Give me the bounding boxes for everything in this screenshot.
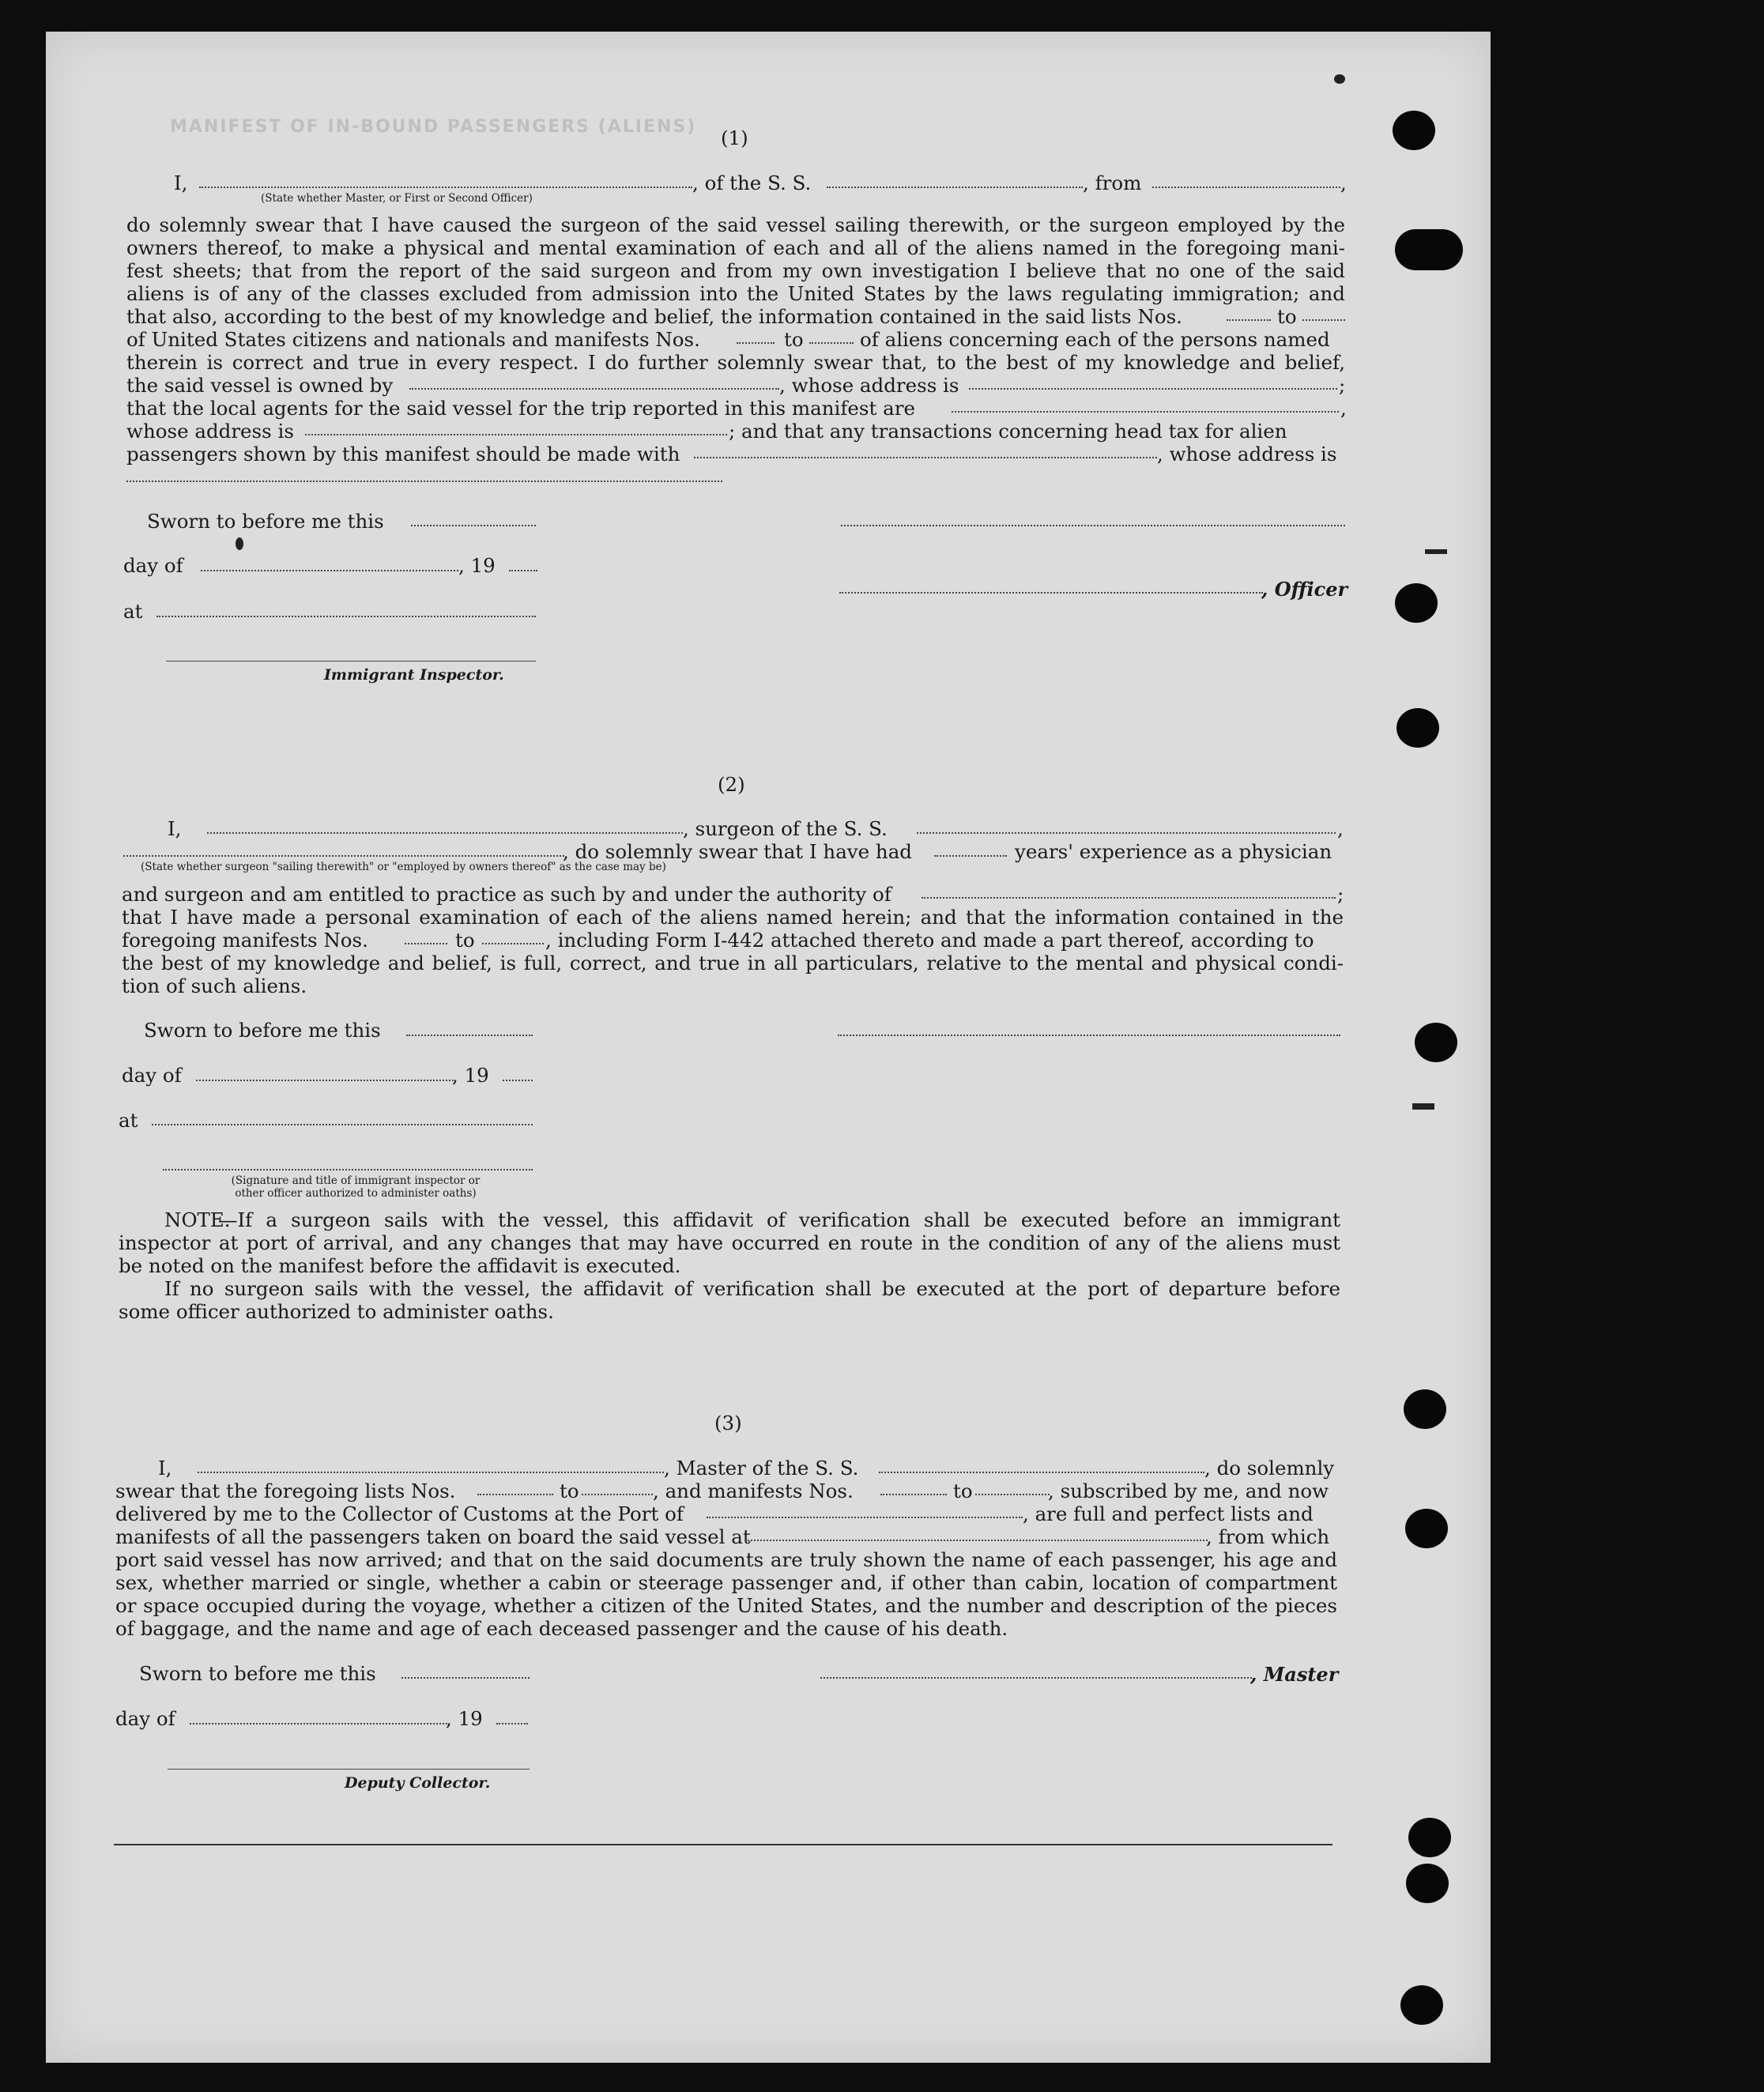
authority-field[interactable] [922, 897, 1336, 899]
master-signature-field[interactable] [820, 1677, 1252, 1679]
lists-to-field[interactable] [582, 1494, 653, 1495]
punch-hole [1405, 1509, 1448, 1548]
sworn-date-field[interactable] [406, 1035, 533, 1036]
sworn-date-field[interactable] [401, 1677, 530, 1679]
section3-paragraph-line: port said vessel has now arrived; and that on the said documents are truly shown the name of each passenger, his age and [115, 1548, 1337, 1571]
departure-port-field[interactable] [744, 1540, 1208, 1541]
best-line: the best of my knowledge and belief, is full, correct, and true in all particulars, relative to the mental and physical condi- [122, 952, 1344, 974]
punch-hole [1404, 1389, 1446, 1429]
whose-address-end: , whose address is [1157, 443, 1337, 466]
surgeon-of-label: , surgeon of the S. S. [683, 817, 888, 840]
head-tax-text: ; and that any transactions concerning head tax for alien [729, 420, 1287, 443]
punch-hole [1395, 583, 1438, 623]
manifests-text: of United States citizens and nationals and manifests Nos. [126, 328, 700, 351]
manifests-text-b: of aliens concerning each of the persons named [860, 328, 1330, 351]
section1-paragraph-line: do solemnly swear that I have caused the surgeon of the said vessel sailing therewith, or the surgeon employed by the [126, 213, 1345, 236]
section1-paragraph-line: owners thereof, to make a physical and mental examination of each and all of the aliens named in the foregoing mani- [126, 236, 1345, 259]
years-label: years' experience as a physician [1015, 840, 1332, 863]
master-label: , Master [1250, 1663, 1339, 1686]
years-field[interactable] [934, 855, 1007, 857]
master-vessel-field[interactable] [879, 1472, 1204, 1473]
day-of-field[interactable] [196, 1080, 454, 1081]
from-label: , from [1083, 172, 1142, 194]
officer-label: , Officer [1261, 578, 1348, 601]
authority-text: and surgeon and am entitled to practice as such by and under the authority of [122, 883, 891, 906]
section1-i-label: I, [174, 172, 188, 194]
to-label: to [560, 1479, 579, 1502]
to-label: to [1277, 305, 1297, 328]
at-label: at [119, 1109, 138, 1132]
day-of-field[interactable] [201, 570, 458, 571]
note-label: NOTE. [164, 1208, 231, 1231]
inspector-signature-field[interactable] [163, 1169, 533, 1170]
section3-i-label: I, [158, 1457, 172, 1479]
day-of-label: day of [123, 554, 183, 577]
signature-note: (Signature and title of immigrant inspector or [231, 1174, 481, 1187]
sworn-label: Sworn to before me this [147, 510, 384, 533]
day-of-field[interactable] [190, 1723, 447, 1724]
year-label: , 19 [452, 1064, 489, 1087]
inspector-label: Immigrant Inspector. [324, 666, 504, 684]
head-tax-address-field[interactable] [126, 481, 722, 482]
note-line: be noted on the manifest before the affidavit is executed. [119, 1254, 681, 1277]
sworn-label: Sworn to before me this [139, 1662, 376, 1685]
agents-address-field[interactable] [305, 434, 727, 435]
do-solemnly-label: , do solemnly swear that I have had [563, 840, 912, 863]
section3-paragraph-line: sex, whether married or single, whether a cabin or steerage passenger and, if other than cabin, location of compartment [115, 1571, 1337, 1594]
local-agents-field[interactable] [952, 411, 1339, 413]
lists-from-field[interactable] [1227, 319, 1271, 321]
surgeon-name-field[interactable] [207, 832, 683, 834]
semicolon: ; [1339, 374, 1346, 397]
lists-from-field[interactable] [477, 1494, 553, 1495]
comma: , [1340, 397, 1347, 420]
signature-note: other officer authorized to administer oaths) [235, 1187, 477, 1200]
subscribed-label: , subscribed by me, and now [1048, 1479, 1329, 1502]
punch-hole [1395, 229, 1463, 270]
tion-line: tion of such aliens. [122, 974, 307, 997]
whose-address-is-label: whose address is [126, 420, 294, 443]
are-full-label: , are full and perfect lists and [1023, 1502, 1314, 1525]
year-field[interactable] [509, 570, 537, 571]
bottom-rule [114, 1844, 1332, 1845]
year-label: , 19 [446, 1707, 483, 1730]
comma: , [1337, 817, 1344, 840]
section2-number: (2) [718, 773, 745, 796]
foregoing-text-b: , including Form I-442 attached thereto and made a part thereof, according to [545, 929, 1314, 952]
from-which-label: , from which [1206, 1525, 1330, 1548]
officer-note: (State whether Master, or First or Second Officer) [261, 192, 533, 205]
year-field[interactable] [503, 1080, 533, 1081]
head-tax-party-field[interactable] [694, 457, 1157, 458]
lists-to-field[interactable] [1302, 319, 1345, 321]
inspector-signature-field[interactable] [166, 661, 536, 662]
manifests-from-field[interactable] [880, 1494, 947, 1495]
owner-address-field[interactable] [969, 388, 1337, 390]
note-line: inspector at port of arrival, and any changes that may have occurred en route in the condition of any of the aliens must [119, 1231, 1340, 1254]
semicolon: ; [1337, 883, 1344, 906]
section1-paragraph-line: fest sheets; that from the report of the said surgeon and from my own investigation I believe that no one of the said [126, 259, 1345, 282]
master-of-label: , Master of the S. S. [664, 1457, 859, 1479]
foregoing-to-field[interactable] [482, 943, 544, 944]
officer-title-field[interactable] [839, 592, 1263, 594]
local-agents-label: that the local agents for the said vessel for the trip reported in this manifest are [126, 397, 915, 420]
foregoing-text: foregoing manifests Nos. [122, 929, 368, 952]
passengers-text: passengers shown by this manifest should be made with [126, 443, 680, 466]
punch-hole [1400, 1985, 1443, 2025]
sworn-label: Sworn to before me this [144, 1019, 381, 1042]
at-place-field[interactable] [152, 1124, 533, 1125]
punch-hole [1415, 1023, 1457, 1062]
section3-paragraph-line: or space occupied during the voyage, whether a citizen of the United States, and the number and description of the pieces [115, 1594, 1337, 1617]
and-manifests-label: , and manifests Nos. [653, 1479, 854, 1502]
of-ss-label: , of the S. S. [692, 172, 812, 194]
exam-line: that I have made a personal examination of each of the aliens named herein; and that the information contained in the [122, 906, 1344, 929]
foregoing-from-field[interactable] [405, 943, 447, 944]
note-line: If no surgeon sails with the vessel, the affidavit of verification shall be executed at the port of departure before [164, 1277, 1340, 1300]
therein-line: therein is correct and true in every respect. I do further solemnly swear that, to the best of my knowledge and belief, [126, 351, 1345, 374]
punch-hole [1406, 1864, 1449, 1903]
to-label: to [953, 1479, 973, 1502]
punch-hole [1396, 708, 1439, 748]
owner-field[interactable] [409, 388, 779, 390]
section3-number: (3) [714, 1412, 742, 1434]
deputy-signature-field[interactable] [168, 1769, 530, 1770]
from-port-field[interactable] [1152, 187, 1340, 188]
surgeon-state-note: (State whether surgeon "sailing therewith" or "employed by owners thereof" as the case may be) [141, 861, 666, 873]
section2-i-label: I, [168, 817, 182, 840]
faded-header: MANIFEST OF IN-BOUND PASSENGERS (ALIENS) [170, 117, 697, 137]
manifests-all-text: manifests of all the passengers taken on board the said vessel at [115, 1525, 751, 1548]
day-of-label: day of [122, 1064, 182, 1087]
owned-by-label: the said vessel is owned by [126, 374, 394, 397]
vessel-name-field[interactable] [827, 187, 1083, 188]
ink-speck [1334, 74, 1345, 84]
master-name-field[interactable] [198, 1472, 664, 1473]
surgeon-signature-field[interactable] [838, 1035, 1340, 1036]
year-label: , 19 [458, 554, 496, 577]
to-label: to [455, 929, 475, 952]
to-label: to [784, 328, 804, 351]
punch-hole [1408, 1818, 1451, 1857]
year-field[interactable] [496, 1723, 528, 1724]
officer-signature-field[interactable] [841, 525, 1345, 526]
surgeon-status-field[interactable] [123, 855, 564, 857]
lists-text: that also, according to the best of my knowledge and belief, the information contained in the said lists Nos. [126, 305, 1182, 328]
note-line: some officer authorized to administer oaths. [119, 1300, 554, 1323]
note-line: —If a surgeon sails with the vessel, this affidavit of verification shall be executed before an immigrant [218, 1208, 1340, 1231]
port-field[interactable] [707, 1517, 1023, 1518]
comma: , [1340, 172, 1347, 194]
section1-paragraph-line: aliens is of any of the classes excluded from admission into the United States by the laws regulating immigration; and [126, 282, 1345, 305]
do-solemnly-label: , do solemnly [1204, 1457, 1335, 1479]
deputy-label: Deputy Collector. [345, 1774, 491, 1792]
section3-paragraph-line: of baggage, and the name and age of each deceased passenger and the cause of his death. [115, 1617, 1008, 1640]
ink-speck [236, 537, 243, 550]
swear-text: swear that the foregoing lists Nos. [115, 1479, 456, 1502]
manifests-to-field[interactable] [809, 342, 854, 344]
section1-number: (1) [721, 126, 748, 149]
manifests-to-field[interactable] [975, 1494, 1050, 1495]
ink-speck [1412, 1103, 1434, 1110]
officer-name-field[interactable] [199, 187, 692, 188]
at-place-field[interactable] [156, 616, 536, 617]
manifests-from-field[interactable] [737, 342, 775, 344]
surgeon-vessel-field[interactable] [917, 832, 1336, 834]
day-of-label: day of [115, 1707, 175, 1730]
punch-hole [1393, 111, 1435, 150]
at-label: at [123, 600, 143, 623]
sworn-date-field[interactable] [411, 525, 536, 526]
delivered-text: delivered by me to the Collector of Customs at the Port of [115, 1502, 684, 1525]
ink-speck [1425, 549, 1447, 554]
whose-address-label: , whose address is [779, 374, 959, 397]
